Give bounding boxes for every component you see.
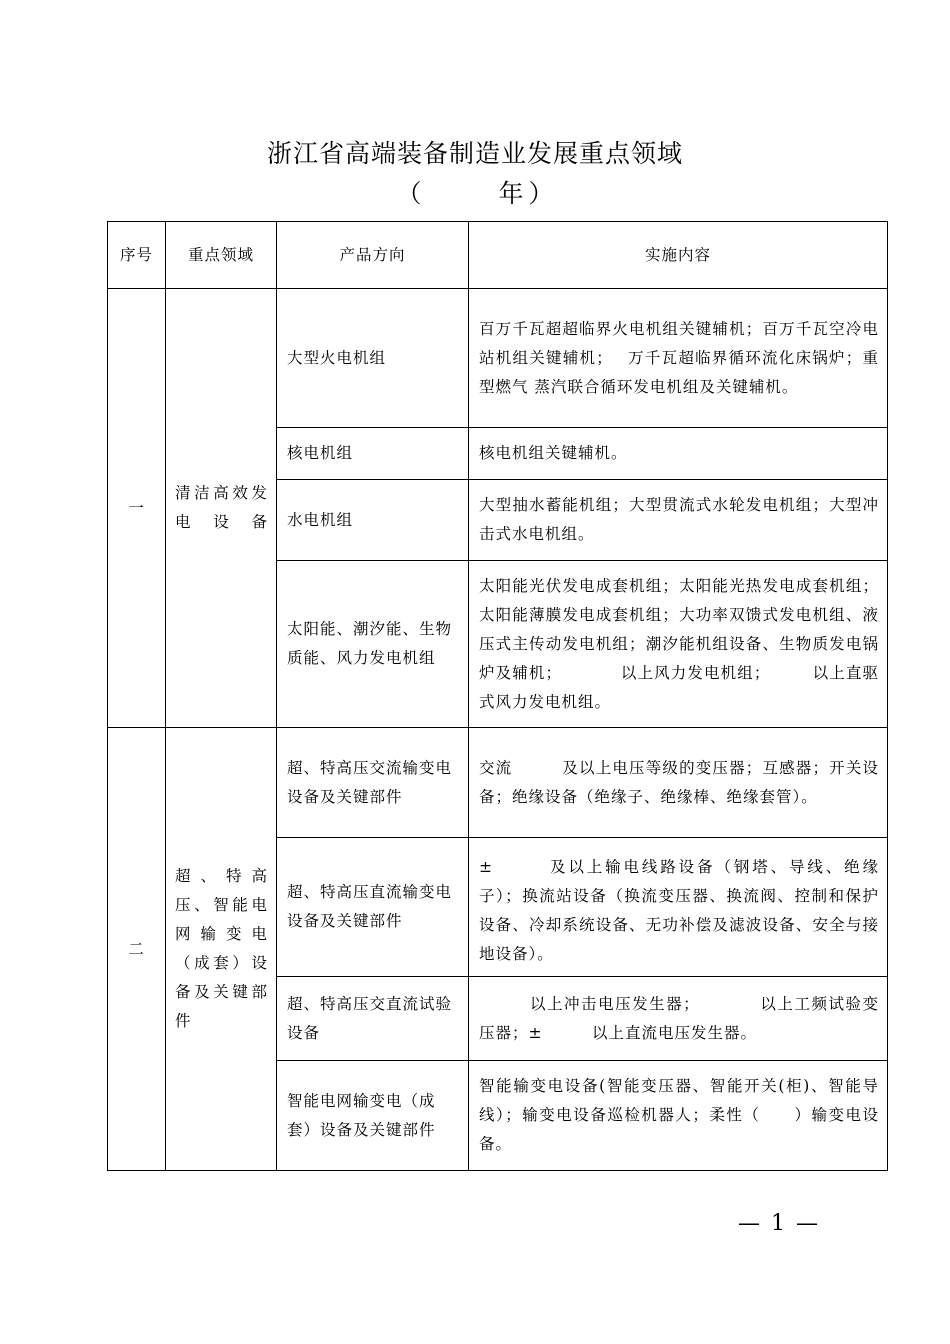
content-cell: 核电机组关键辅机。 [469, 428, 888, 480]
header-product: 产品方向 [277, 222, 469, 289]
content-cell: 百万千瓦超超临界火电机组关键辅机；百万千瓦空冷电站机组关键辅机； 万千瓦超临界循环流化床锅炉；重型燃气 蒸汽联合循环发电机组及关键辅机。 [469, 289, 888, 428]
content-cell: 大型抽水蓄能机组；大型贯流式水轮发电机组；大型冲击式水电机组。 [469, 480, 888, 561]
content-cell: 交流 及以上电压等级的变压器；互感器；开关设备；绝缘设备（绝缘子、绝缘棒、绝缘套管）。 [469, 728, 888, 838]
focus-areas-table [107, 221, 888, 1171]
content-cell: 以上冲击电压发生器； 以上工频试验变压器；± 以上直流电压发生器。 [469, 977, 888, 1061]
header-index: 序号 [108, 222, 166, 289]
product-cell: 超、特高压直流输变电设备及关键部件 [277, 838, 469, 977]
header-content: 实施内容 [469, 222, 888, 289]
content-cell: ± 及以上输电线路设备（钢塔、导线、绝缘子）；换流站设备（换流变压器、换流阀、控制和保护设备、冷却系统设备、无功补偿及滤波设备、安全与接地设备）。 [469, 838, 888, 977]
subtitle-open-paren: （ [396, 179, 422, 208]
group-index-cell: 二 [108, 728, 166, 1171]
group-field-cell: 超、特高压、智能电网输变电（成套）设备及关键部件 [166, 728, 277, 1171]
table-row [108, 289, 888, 428]
table-header-row [108, 222, 888, 289]
subtitle-year: 年 [498, 179, 524, 208]
subtitle-close-paren: ） [528, 179, 554, 208]
product-cell: 超、特高压交直流试验设备 [277, 977, 469, 1061]
group-index-cell: 一 [108, 289, 166, 728]
page-number: — 1 — [738, 1211, 820, 1236]
content-cell: 太阳能光伏发电成套机组；太阳能光热发电成套机组；太阳能薄膜发电成套机组；大功率双馈式发电机组、液压式主传动发电机组；潮汐能机组设备、生物质发电锅炉及辅机； 以上风力发电机组； 以上直驱式风力发电机组。 [469, 561, 888, 728]
product-cell: 超、特高压交流输变电设备及关键部件 [277, 728, 469, 838]
product-cell: 智能电网输变电（成套）设备及关键部件 [277, 1061, 469, 1171]
product-cell: 核电机组 [277, 428, 469, 480]
product-cell: 太阳能、潮汐能、生物质能、风力发电机组 [277, 561, 469, 728]
header-field: 重点领域 [166, 222, 277, 289]
document-subtitle [0, 178, 950, 210]
product-cell: 大型火电机组 [277, 289, 469, 428]
table-row [108, 728, 888, 838]
product-cell: 水电机组 [277, 480, 469, 561]
document-title: 浙江省高端装备制造业发展重点领域 [266, 139, 683, 168]
content-cell: 智能输变电设备(智能变压器、智能开关(柜)、智能导线）；输变电设备巡检机器人；柔性（ ）输变电设备。 [469, 1061, 888, 1171]
group-field-cell: 清洁高效发电设备 [166, 289, 277, 728]
